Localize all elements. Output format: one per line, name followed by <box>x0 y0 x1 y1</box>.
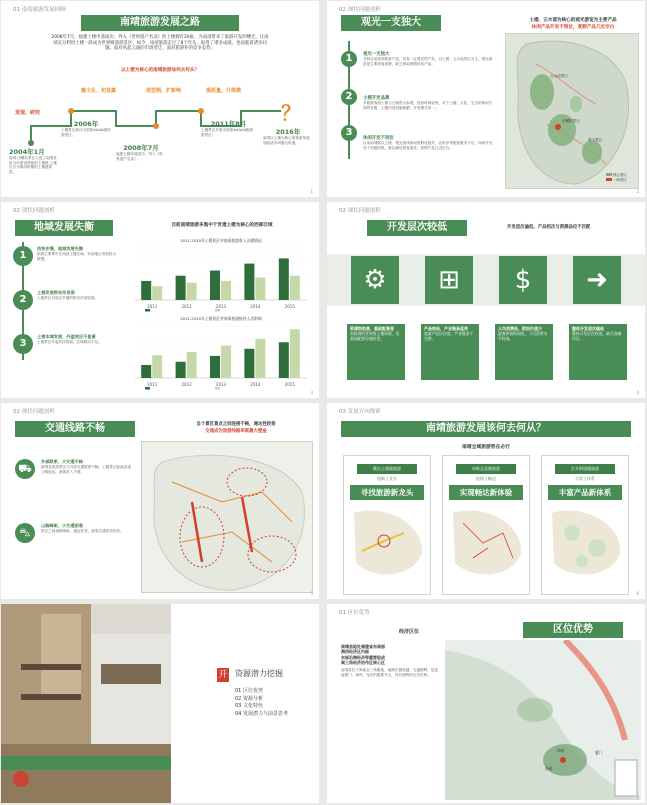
chart-2-title: 2011-2015年土楼景区对南靖旅游接待人次影响 <box>180 316 262 321</box>
bar <box>210 271 220 300</box>
map-label-tianluokeng: 田螺坑景区 <box>562 119 580 123</box>
map-graphic <box>506 34 640 190</box>
page-number: 2 <box>636 189 639 194</box>
region-map-graphic <box>445 640 641 800</box>
bar <box>152 355 162 378</box>
chart-1-title: 2011-2015年土楼景区对南靖旅游收入贡献情况 <box>180 238 262 243</box>
tulou-photo <box>1 604 171 803</box>
traffic-item-1: 外部联系，大交通不畅 南靖县旅游景区与外部交通联系不畅，土楼景区距离高速公路较远，游客进入不便。 <box>41 459 131 474</box>
bar <box>279 258 289 300</box>
card-3-headline: 丰富产品新体系 <box>548 485 622 500</box>
section-label: 03 发展方向探索 <box>339 409 381 415</box>
section-label: 02 现状问题剖析 <box>339 208 381 214</box>
point-3-number: 3 <box>341 125 357 141</box>
box-4: 整体开发层次偏低 整体开发层次较低，缺乏高端项目。 <box>569 324 627 380</box>
bar <box>187 352 197 378</box>
timeline-item-2011: 2011年8月 土楼景区升级为国家AAAAA级旅游景区。 <box>201 120 254 137</box>
bar <box>290 329 300 378</box>
tick-label: 2011 <box>147 304 158 309</box>
location-body: 南靖县位于闽南金三角腹地，地理位置优越，交通便利，是连接厦门、漳州、龙岩的重要节点，具有独特的区位优势。 <box>341 668 439 677</box>
tick-label: 2015 <box>284 304 295 309</box>
bar <box>152 286 162 300</box>
map-title: 自个景区景点之间连接不畅，通达性较差 <box>196 422 276 427</box>
subtitle: 南靖全域旅游势在必行 <box>462 445 510 450</box>
tick-label: 2015 <box>284 382 295 387</box>
stage-4: 提质量，升规模 <box>206 88 242 94</box>
toc-item[interactable]: 01 区位优势 <box>235 688 263 694</box>
point-3: 休闲开发不到位 目前南靖除以土楼、观光游线休闲度假设施外，农家乐等配套服务不足，休闲开发处于初级阶段，难以满足游客需求，度假产品几近空白。 <box>363 136 493 150</box>
bar <box>244 264 254 300</box>
point-2-number: 2 <box>341 89 357 105</box>
map-subtitle: 交通成为旅游线路串联最大壁垒 <box>205 429 267 434</box>
slide-resource-potential-cover <box>1 604 319 803</box>
bar <box>279 342 289 378</box>
slide-traffic-problems <box>1 403 319 599</box>
box-1: 资源级较高，基础配套差 南靖拥有世界级土楼资源，但基础配套设施较差。 <box>347 324 405 380</box>
direction-card-3: 打开围墙做旅游 丰富 | 体系 丰富产品新体系 <box>541 455 629 595</box>
toc-list <box>235 688 288 718</box>
bar <box>255 339 265 378</box>
slide-development-path <box>1 1 319 197</box>
legend-swatch <box>215 309 220 312</box>
section-title: 资源潜力挖掘 <box>235 669 283 678</box>
slide-title: 地域发展失衡 <box>15 220 113 236</box>
card-1-headline: 寻找旅游新龙头 <box>350 485 424 500</box>
truck-icon: ⛟ <box>15 459 35 479</box>
chart-heading: 目前南靖旅游多集中于世遗土楼为核心的西部区域 <box>171 223 273 228</box>
card-2-headline: 实现畅达新体验 <box>449 485 523 500</box>
toc-item[interactable]: 02 资源分析 <box>235 695 263 702</box>
card-3-map <box>542 503 628 583</box>
enter-icon: ➜ <box>573 256 621 304</box>
bar <box>210 356 220 378</box>
bar <box>244 349 254 378</box>
tick-label: 2013 <box>215 382 227 387</box>
bar <box>255 277 265 300</box>
section-label: 02 现状问题剖析 <box>13 409 55 415</box>
bar <box>221 281 231 300</box>
map-label-taxia: 塔下景区 <box>588 138 603 142</box>
card-2-map <box>443 503 529 583</box>
tick-label: 2011 <box>147 382 158 387</box>
page-number: 1 <box>310 189 313 194</box>
bar <box>187 283 197 300</box>
traffic-map-graphic <box>142 442 314 594</box>
slide-title: 交通线路不畅 <box>15 421 135 437</box>
map-label-zhangzhou: 漳州 <box>557 748 565 753</box>
bar <box>141 365 151 378</box>
box-2: 产品较低，产业链条延伸 旅游产品层次低，产业链条不完善。 <box>421 324 479 380</box>
photo-green-band <box>1 756 171 770</box>
map-label-nanjing: 南靖 <box>545 766 553 771</box>
slide-title: 区位优势 <box>523 622 623 638</box>
page-number: 8 <box>636 795 639 800</box>
right-note: 开发层次偏低，产品档次与资源品位不匹配 <box>507 225 591 230</box>
network-icon: ⊞ <box>425 256 473 304</box>
slide-regional-imbalance <box>1 202 319 398</box>
page-number: 5 <box>310 591 313 596</box>
map-subtitle: 休闲产品开发不到位，度假产品几近空白 <box>531 25 615 30</box>
tick-label: 2014 <box>250 382 261 387</box>
map-legend: 核心景区 一般景区 <box>606 172 627 182</box>
section-label: 02 现状问题剖析 <box>13 208 55 214</box>
page-number: 4 <box>636 390 639 395</box>
map-label-yunshuiyao: 云水谣景区 <box>550 74 568 78</box>
point-1: 观光一支独大 分析目前南靖旅游产品，具有一定观光型产品，以土楼、云水谣景区为主，观光游览是主要游客消费，缺乏休闲度假体验产品。 <box>363 52 493 66</box>
map-title: 土楼、云水谣为核心的观光游览为主要产品 <box>529 18 617 23</box>
point-1-number: 1 <box>341 51 357 67</box>
toc-item[interactable]: 04 发展潜力与前景思考 <box>235 710 288 717</box>
gear-icon: ⚙ <box>351 256 399 304</box>
page-number: 3 <box>310 390 313 395</box>
intro-question: 以土楼为核心的南靖旅游该何去何从？ <box>120 68 200 73</box>
stage-1: 发现、研究 <box>15 110 41 116</box>
point-2-number: 2 <box>13 290 33 310</box>
section-label: 01 南靖旅游发展回顾 <box>13 7 66 13</box>
question-mark: ？ <box>281 101 301 125</box>
car-icon: ⛍ <box>15 523 35 543</box>
point-3: 土楼本域发展，外溢效应不显著 土楼景区外溢效应较弱，区域联动不足。 <box>37 334 102 344</box>
direction-card-1: 跳出土楼做旅游 创新 | 龙头 寻找旅游新龙头 <box>343 455 431 595</box>
slide-title: 开发层次较低 <box>367 220 467 236</box>
tick-label: 2012 <box>181 304 192 309</box>
point-2: 土楼开发品牌 多数游客游土楼与古镇景点参观，逗留时间较短，对于土楼、文化、生态的休闲方面的有限，土楼内部设施简陋，开发模式单一。 <box>363 96 493 110</box>
subtitle: 经济区位 <box>399 629 420 635</box>
traffic-item-2: 山路崎岖，小交通困难 景区之间道路崎岖，通达性差，游客交通体验较差。 <box>41 523 124 533</box>
tick-label: 2012 <box>181 382 192 387</box>
chart-2 <box>121 322 313 390</box>
point-3-number: 3 <box>13 334 33 354</box>
point-2: 土楼发展带动作用弱 土楼景区对周边乡镇的带动作用较弱。 <box>37 290 99 300</box>
map-label-xiamen: 厦门 <box>595 750 603 755</box>
traffic-map[interactable] <box>141 441 313 593</box>
card-1-map <box>344 503 430 583</box>
stage-2: 魅文化、初显露 <box>81 88 117 94</box>
legend-swatch <box>215 387 220 390</box>
slide-title: 观光一支独大 <box>341 15 441 31</box>
tick-label: 2013 <box>215 304 227 309</box>
dollar-icon: $ <box>499 256 547 304</box>
tick-label: 2014 <box>250 304 261 309</box>
point-1: 西快东慢，地域发展失衡 旅游主要集中在西部土楼区域，东部地区发展较为缓慢。 <box>37 246 117 261</box>
legend-swatch <box>145 309 150 312</box>
intro-text: 2008年7月，福建土楼申遗成功，列入《世界遗产名录》的土楼拥有20座，为南靖带来了旅游开发的曙光，让南靖充分利用土楼一跃成为世界级旅游景区。如今，南靖旅游走过了8个年头，取得了诸多成就，也面临着诸多问题。面对风起云涌的市场变迁，面对旅游业的竞争态势， <box>51 35 269 52</box>
timeline-item-2008: 2008年7月 福建土楼申遗成功，列入《世界遗产名录》。 <box>116 144 163 161</box>
direction-card-2: 串联全县做旅游 连线 | 畅达 实现畅达新体验 <box>442 455 530 595</box>
bar <box>176 276 186 300</box>
region-map[interactable] <box>445 640 641 800</box>
timeline-item-2004: 2004年1月 南靖·田螺坑景区入选了南靖首批为可建设资源的土楼群,土楼区分为明清时期的土楼建筑群。 <box>9 148 57 174</box>
scenic-map[interactable] <box>505 33 639 189</box>
legend-swatch <box>145 387 150 390</box>
bar <box>176 362 186 378</box>
slide-location-advantage <box>327 604 645 803</box>
location-lines: 南靖县地处福建省东南部 海西经济区内部 东部沿海经济带重要组成 闽三角经济协作区核心区 <box>341 644 385 666</box>
box-3: 人均消费低，附加价值少 游客停留时间短，人均消费水平较低。 <box>495 324 553 380</box>
section-label: 01 区位优势 <box>339 610 370 616</box>
point-1-number: 1 <box>13 246 33 266</box>
chart-1 <box>121 244 313 312</box>
slide-title: 南靖旅游发展该何去何从？ <box>341 421 631 437</box>
slide-sightseeing-dominant <box>327 1 645 197</box>
bar <box>141 281 151 300</box>
page-number: 6 <box>636 591 639 596</box>
section-label: 02 现状问题剖析 <box>339 7 381 13</box>
bar <box>221 346 231 379</box>
section-icon: 开 <box>218 670 228 680</box>
timeline-item-2006: 2006年 土楼景区被评为国家AAAA级旅游景区。 <box>61 120 111 137</box>
slide-direction-exploration <box>327 403 645 599</box>
stage-3: 混型期，扩影响 <box>146 88 182 94</box>
slide-title: 南靖旅游发展之路 <box>81 15 239 31</box>
slide-low-development-level <box>327 202 645 398</box>
toc-item[interactable]: 03 文化特色 <box>235 703 263 709</box>
timeline-item-2016: 2016年 南靖以土楼为核心的旅游发展面临诸多问题与机遇。 <box>263 128 310 145</box>
bar <box>290 276 300 300</box>
